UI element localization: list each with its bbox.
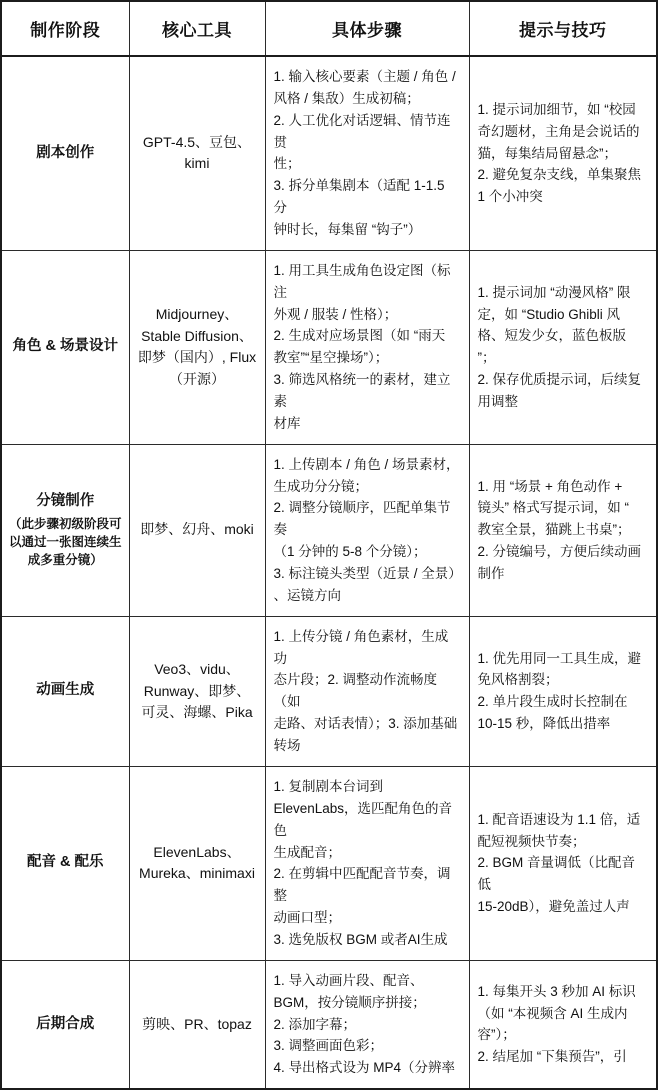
cell-tools: ElevenLabs、Mureka、minimaxi bbox=[129, 766, 265, 960]
tip-line: 容”）； bbox=[477, 1027, 516, 1043]
tip-line: 1 个小冲突 bbox=[477, 189, 543, 205]
tip-line: 2. 结尾加 “下集预告”，引 bbox=[477, 1049, 627, 1065]
cell-steps bbox=[265, 960, 469, 1089]
tip-line: ”； bbox=[477, 350, 496, 366]
table-row bbox=[1, 616, 657, 766]
cell-steps bbox=[265, 56, 469, 250]
tip-line: （如 “本视频含 AI 生成内 bbox=[477, 1005, 628, 1021]
cell-steps bbox=[265, 250, 469, 444]
tip-line: 奇幻题材，主角是会说话的 bbox=[477, 123, 640, 139]
stage-label: 后期合成 bbox=[36, 1015, 95, 1032]
cell-tools: 即梦、幻舟、moki bbox=[129, 444, 265, 616]
step-line: 3. 拆分单集剧本（适配 1-1.5 分 bbox=[273, 178, 445, 216]
step-line: 3. 筛选风格统一的素材，建立素 bbox=[273, 372, 451, 410]
column-header-steps: 具体步骤 bbox=[265, 1, 469, 56]
step-line: 钟时长，每集留 “钩子”） bbox=[273, 222, 422, 238]
tip-line: 10-15 秒，降低出措率 bbox=[477, 716, 611, 732]
tip-line: 定，如 “Studio Ghibli 风 bbox=[477, 306, 621, 322]
table-row bbox=[1, 56, 657, 250]
step-line: 2. 添加字幕； bbox=[273, 1016, 357, 1032]
step-line: 3. 标注镜头类型（近景 / 全景） bbox=[273, 566, 462, 582]
step-line: 走路、对话表情）；3. 添加基础 bbox=[273, 716, 458, 732]
step-line: 1. 导入动画片段、配音、 bbox=[273, 972, 424, 988]
table-row bbox=[1, 766, 657, 960]
table-body bbox=[1, 56, 657, 1089]
stage-label: 动画生成 bbox=[36, 682, 95, 699]
step-line: 3. 调整画面色彩； bbox=[273, 1038, 384, 1054]
tip-line: 2. 保存优质提示词，后续复 bbox=[477, 372, 642, 388]
tip-line: 1. 用 “场景 + 角色动作 + bbox=[477, 478, 623, 494]
column-header-tips: 提示与技巧 bbox=[469, 1, 657, 56]
step-line: 生成配音； bbox=[273, 844, 341, 860]
stage-label: 角色 & 场景设计 bbox=[12, 338, 119, 355]
tip-line: 1. 配音语速设为 1.1 倍，适 bbox=[477, 811, 641, 827]
cell-tips bbox=[469, 56, 657, 250]
tip-line: 1. 提示词加细节，如 “校园 bbox=[477, 101, 636, 117]
cell-tools: 剪映、PR、topaz bbox=[129, 960, 265, 1089]
step-line: 1. 用工具生成角色设定图（标注 bbox=[273, 262, 451, 300]
cell-steps bbox=[265, 444, 469, 616]
cell-tips bbox=[469, 616, 657, 766]
tip-line: 猫，每集结局留悬念”； bbox=[477, 145, 617, 161]
cell-stage bbox=[1, 960, 129, 1089]
step-line: 3. 选免版权 BGM 或者AI生成 bbox=[273, 931, 448, 947]
tip-line: 免风格割裂； bbox=[477, 672, 559, 688]
step-line: 2. 在剪辑中匹配配音节奏，调整 bbox=[273, 866, 451, 904]
tip-line: 用调整 bbox=[477, 394, 518, 410]
step-line: ElevenLabs，选匹配角色的音色 bbox=[273, 800, 453, 838]
step-line: 动画口型； bbox=[273, 910, 341, 926]
tip-line: 配短视频快节奏； bbox=[477, 833, 586, 849]
tip-line: 2. BGM 音量调低（比配音低 bbox=[477, 855, 636, 893]
step-line: 4. 导出格式设为 MP4（分辨率 bbox=[273, 1060, 456, 1076]
step-line: 生成功分分镜； bbox=[273, 478, 368, 494]
stage-note: （此步骤初级阶段可以通过一张图连续生成多重分镜） bbox=[8, 516, 122, 568]
tip-line: 1. 优先用同一工具生成，避 bbox=[477, 650, 642, 666]
header-row bbox=[1, 1, 657, 56]
cell-tips bbox=[469, 960, 657, 1089]
cell-tips bbox=[469, 250, 657, 444]
table-row bbox=[1, 444, 657, 616]
step-line: BGM，按分镜顺序拼接； bbox=[273, 994, 426, 1010]
step-line: 教室”“星空操场”）； bbox=[273, 350, 389, 366]
step-line: 转场 bbox=[273, 738, 301, 754]
table-row bbox=[1, 250, 657, 444]
cell-tools: GPT-4.5、豆包、kimi bbox=[129, 56, 265, 250]
stage-label: 剧本创作 bbox=[36, 144, 95, 161]
step-line: 1. 上传分镜 / 角色素材，生成功 bbox=[273, 628, 449, 666]
cell-stage bbox=[1, 444, 129, 616]
column-header-stage: 制作阶段 bbox=[1, 1, 129, 56]
step-line: 态片段；2. 调整动作流畅度（如 bbox=[273, 672, 438, 710]
step-line: 2. 调整分镜顺序，匹配单集节奏 bbox=[273, 500, 451, 538]
cell-tips bbox=[469, 444, 657, 616]
step-line: 2. 生成对应场景图（如 “雨天 bbox=[273, 328, 446, 344]
tip-line: 2. 分镜编号，方便后续动画 bbox=[477, 544, 642, 560]
step-line: 材库 bbox=[273, 415, 301, 431]
step-line: 、运镜方向 bbox=[273, 587, 341, 603]
cell-stage bbox=[1, 250, 129, 444]
cell-tools: Midjourney、Stable Diffusion、即梦（国内）, Flux（开源） bbox=[129, 250, 265, 444]
tip-line: 制作 bbox=[477, 566, 505, 582]
tip-line: 镜头” 格式写提示词，如 “ bbox=[477, 500, 629, 516]
column-header-tools: 核心工具 bbox=[129, 1, 265, 56]
step-line: 外观 / 服装 / 性格）； bbox=[273, 306, 398, 322]
step-line: 1. 上传剧本 / 角色 / 场景素材， bbox=[273, 456, 460, 472]
tip-line: 2. 避免复杂支线，单集聚焦 bbox=[477, 167, 642, 183]
step-line: 1. 输入核心要素（主题 / 角色 / bbox=[273, 69, 456, 84]
step-line: 性； bbox=[273, 156, 301, 172]
step-line: （1 分钟的 5-8 个分镜）； bbox=[273, 544, 427, 560]
tip-line: 1. 提示词加 “动漫风格” 限 bbox=[477, 284, 631, 300]
step-line: 2. 人工优化对话逻辑、情节连贯 bbox=[273, 112, 451, 150]
step-line: 风格 / 集敌）生成初稿； bbox=[273, 90, 420, 106]
tip-line: 格、短发少女，蓝色板版 bbox=[477, 328, 626, 344]
tip-line: 教室全景，猫跳上书桌”； bbox=[477, 522, 631, 538]
tip-line: 2. 单片段生成时长控制在 bbox=[477, 694, 628, 710]
stage-label: 配音 & 配乐 bbox=[26, 854, 104, 871]
cell-stage bbox=[1, 616, 129, 766]
cell-stage bbox=[1, 766, 129, 960]
table-header bbox=[1, 1, 657, 56]
cell-tips bbox=[469, 766, 657, 960]
step-line: 1. 复制剧本台词到 bbox=[273, 778, 384, 794]
cell-steps bbox=[265, 766, 469, 960]
cell-tools: Veo3、vidu、Runway、即梦、可灵、海螺、Pika bbox=[129, 616, 265, 766]
cell-steps bbox=[265, 616, 469, 766]
tip-line: 1. 每集开头 3 秒加 AI 标识 bbox=[477, 983, 636, 999]
tip-line: 15-20dB），避免盖过人声 bbox=[477, 899, 630, 915]
cell-stage bbox=[1, 56, 129, 250]
stage-label: 分镜制作 bbox=[36, 493, 95, 510]
table-row bbox=[1, 960, 657, 1089]
